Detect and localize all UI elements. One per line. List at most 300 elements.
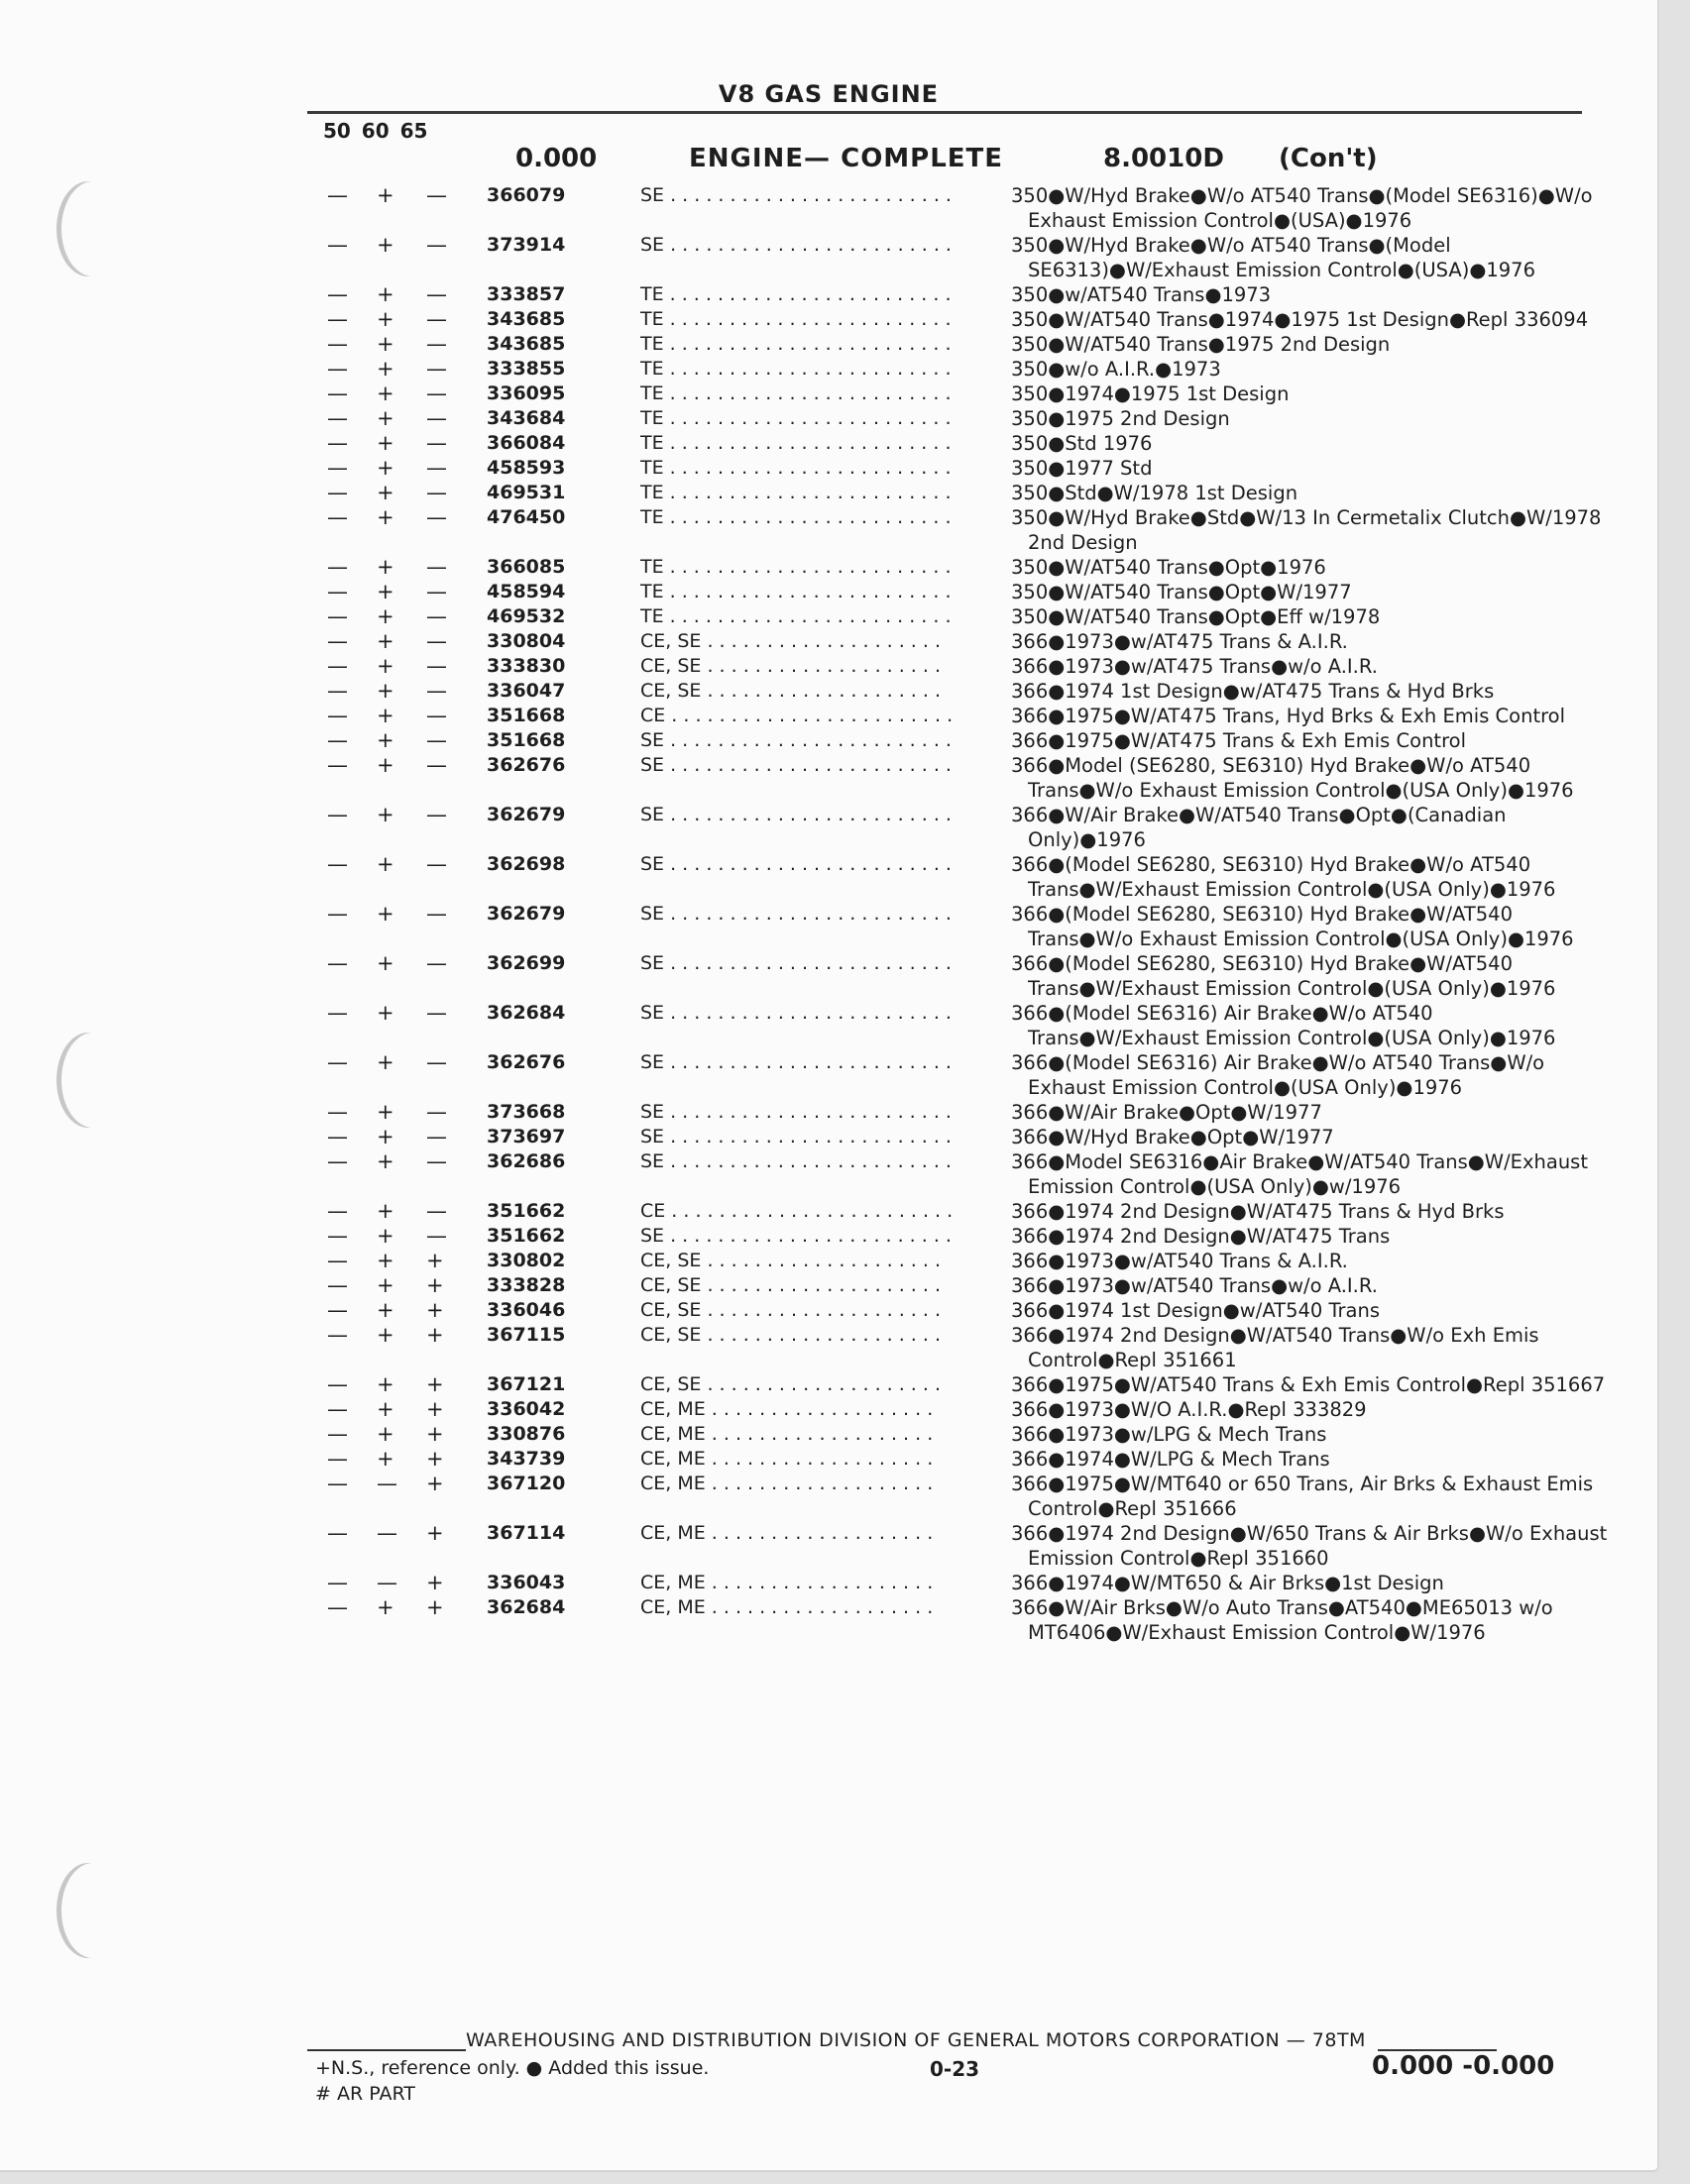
part-description: 366●1973●W/O A.I.R.●Repl 333829 (1011, 1398, 1367, 1421)
part-description: 350●W/AT540 Trans●Opt●Eff w/1978 (1011, 605, 1381, 628)
row-flag: + (377, 282, 394, 306)
table-row (0, 1397, 1657, 1422)
part-number: 367115 (487, 1324, 566, 1346)
part-description: 366●1973●w/AT475 Trans & A.I.R. (1011, 630, 1348, 653)
row-flag: + (377, 1100, 394, 1124)
part-number: 362684 (487, 1596, 566, 1618)
part-description: 366●1973●w/LPG & Mech Trans (1011, 1423, 1327, 1446)
row-flags (327, 233, 476, 258)
model-code: CE, ME . . . . . . . . . . . . . . . . . . . (640, 1522, 934, 1544)
row-flag: — (327, 382, 348, 405)
part-number: 336042 (487, 1398, 566, 1420)
row-flag: + (377, 382, 394, 405)
row-flag: — (327, 1273, 348, 1297)
row-flags (327, 1100, 476, 1125)
row-flag: — (327, 1571, 348, 1594)
part-description: 366●W/Air Brks●W/o Auto Trans●AT540●ME65013 w/o MT6406●W/Exhaust Emission Control●W/1976 (1011, 1596, 1553, 1644)
row-flag: — (426, 803, 447, 826)
row-flag: — (426, 580, 447, 603)
part-description: 366●1975●W/AT475 Trans, Hyd Brks & Exh Emis Control (1011, 705, 1566, 727)
row-flag: — (426, 233, 447, 257)
row-flag: + (377, 431, 394, 455)
part-number: 373697 (487, 1126, 566, 1147)
row-flags (327, 1273, 476, 1298)
footer-division-text: WAREHOUSING AND DISTRIBUTION DIVISION OF GENERAL MOTORS CORPORATION — 78TM (466, 2029, 1366, 2051)
table-row (0, 1001, 1657, 1050)
model-code: SE . . . . . . . . . . . . . . . . . . . . . . . . (640, 853, 952, 875)
row-flag: — (426, 481, 447, 504)
row-flag: + (377, 233, 394, 257)
part-description: 350●W/Hyd Brake●Std●W/13 In Cermetalix Clutch●W/1978 2nd Design (1011, 506, 1602, 554)
part-description: 350●1974●1975 1st Design (1011, 382, 1290, 405)
row-flag: + (377, 555, 394, 579)
row-flag: + (426, 1372, 444, 1396)
row-flags (327, 481, 476, 505)
part-description: 350●Std●W/1978 1st Design (1011, 482, 1298, 504)
row-flag: — (327, 1323, 348, 1347)
row-flags (327, 183, 476, 208)
row-flags (327, 307, 476, 332)
part-description: 366●(Model SE6280, SE6310) Hyd Brake●W/o AT540 Trans●W/Exhaust Emission Control●(USA Only)●1976 (1011, 853, 1556, 901)
page-range: 0.000 -0.000 (1372, 2051, 1555, 2081)
row-flags (327, 1571, 476, 1595)
row-flags (327, 505, 476, 530)
row-flag: — (327, 1149, 348, 1173)
row-flag: + (377, 1422, 394, 1446)
part-number: 351668 (487, 729, 566, 751)
row-flags (327, 1125, 476, 1149)
row-flag: + (377, 481, 394, 504)
model-code: TE . . . . . . . . . . . . . . . . . . . . . . . . (640, 308, 952, 330)
row-flag: + (377, 1372, 394, 1396)
table-row (0, 1447, 1657, 1472)
row-flag: + (377, 704, 394, 727)
row-flags (327, 406, 476, 431)
part-description: 366●1975●W/AT540 Trans & Exh Emis Control●Repl 351667 (1011, 1373, 1606, 1396)
row-flag: — (426, 1199, 447, 1223)
part-description: 366●Model (SE6280, SE6310) Hyd Brake●W/o AT540 Trans●W/o Exhaust Emission Control●(USA Only)●1976 (1011, 754, 1574, 802)
part-number: 343739 (487, 1448, 566, 1470)
part-number: 367114 (487, 1522, 566, 1544)
part-description: 366●W/Air Brake●Opt●W/1977 (1011, 1101, 1322, 1124)
row-flag: — (426, 951, 447, 975)
model-code: TE . . . . . . . . . . . . . . . . . . . . . . . . (640, 605, 952, 627)
part-description: 350●1977 Std (1011, 457, 1153, 480)
row-flag: + (377, 1224, 394, 1248)
footer-note: +N.S., reference only. ● Added this issue. (315, 2057, 710, 2079)
table-row (0, 183, 1657, 233)
row-flag: + (377, 654, 394, 678)
row-flag: + (377, 902, 394, 926)
section-title: ENGINE— COMPLETE (689, 144, 1004, 173)
row-flag: + (377, 753, 394, 777)
table-row (0, 1050, 1657, 1100)
row-flags (327, 357, 476, 382)
row-flags (327, 1422, 476, 1447)
row-flag: + (377, 679, 394, 703)
row-flag: — (327, 1447, 348, 1471)
row-flag: + (377, 357, 394, 381)
row-flag: + (426, 1447, 444, 1471)
part-number: 351662 (487, 1225, 566, 1247)
binder-hole-bottom (61, 1863, 125, 1958)
row-flag: — (327, 580, 348, 603)
row-flag: + (377, 852, 394, 876)
part-description: 366●1974 1st Design●w/AT475 Trans & Hyd Brks (1011, 680, 1495, 703)
section-code: 8.0010D (1103, 144, 1224, 173)
part-number: 373668 (487, 1101, 566, 1123)
model-code: SE . . . . . . . . . . . . . . . . . . . . . . . . (640, 952, 952, 974)
row-flag: + (377, 604, 394, 628)
part-description: 350●W/AT540 Trans●1974●1975 1st Design●Repl 336094 (1011, 308, 1589, 331)
part-description: 366●1973●w/AT540 Trans●w/o A.I.R. (1011, 1274, 1378, 1297)
model-code: SE . . . . . . . . . . . . . . . . . . . . . . . . (640, 1225, 952, 1247)
table-row (0, 951, 1657, 1001)
row-flag: + (377, 307, 394, 331)
part-number: 336043 (487, 1572, 566, 1593)
table-row (0, 604, 1657, 629)
part-number: 458593 (487, 457, 566, 479)
row-flag: — (426, 852, 447, 876)
row-flags (327, 580, 476, 604)
row-flag: — (426, 505, 447, 529)
row-flags (327, 332, 476, 357)
part-number: 362684 (487, 1002, 566, 1024)
row-flag: + (426, 1298, 444, 1322)
part-number: 362676 (487, 1051, 566, 1073)
part-number: 458594 (487, 581, 566, 602)
row-flags (327, 704, 476, 728)
row-flag: — (426, 728, 447, 752)
part-number: 362679 (487, 903, 566, 925)
row-flag: + (377, 183, 394, 207)
part-description: 350●W/Hyd Brake●W/o AT540 Trans●(Model SE6313)●W/Exhaust Emission Control●(USA)●1976 (1011, 234, 1535, 281)
model-code: TE . . . . . . . . . . . . . . . . . . . . . . . . (640, 358, 952, 380)
row-flag: — (426, 1100, 447, 1124)
part-description: 350●Std 1976 (1011, 432, 1153, 455)
model-code: CE, SE . . . . . . . . . . . . . . . . . . . . (640, 1324, 941, 1346)
model-code: CE, ME . . . . . . . . . . . . . . . . . . . (640, 1473, 934, 1494)
row-flag: + (377, 1199, 394, 1223)
part-number: 362676 (487, 754, 566, 776)
row-flag: — (327, 629, 348, 653)
row-flag: — (327, 406, 348, 430)
row-flag: — (426, 902, 447, 926)
row-flag: — (426, 431, 447, 455)
part-description: 366●1974●W/MT650 & Air Brks●1st Design (1011, 1572, 1444, 1594)
row-flag: — (327, 852, 348, 876)
part-number: 336047 (487, 680, 566, 702)
row-flag: + (426, 1422, 444, 1446)
row-flag: + (426, 1249, 444, 1272)
model-code: CE, ME . . . . . . . . . . . . . . . . . . . (640, 1398, 934, 1420)
table-row (0, 332, 1657, 357)
continued-label: (Con't) (1279, 144, 1378, 173)
row-flag: — (327, 1298, 348, 1322)
row-flag: — (426, 282, 447, 306)
row-flag: — (426, 1001, 447, 1025)
row-flags (327, 1372, 476, 1397)
row-flags (327, 382, 476, 406)
row-flags (327, 282, 476, 307)
row-flag: — (327, 1472, 348, 1495)
row-flag: + (377, 1050, 394, 1074)
part-description: 350●W/AT540 Trans●1975 2nd Design (1011, 333, 1391, 356)
table-row (0, 456, 1657, 481)
table-row (0, 1149, 1657, 1199)
model-code: CE . . . . . . . . . . . . . . . . . . . . . . . . (640, 705, 954, 726)
model-code: TE . . . . . . . . . . . . . . . . . . . . . . . . (640, 457, 952, 479)
row-flag: — (426, 704, 447, 727)
row-flag: + (377, 505, 394, 529)
part-number: 351668 (487, 705, 566, 726)
row-flag: + (426, 1323, 444, 1347)
part-description: 366●1974●W/LPG & Mech Trans (1011, 1448, 1330, 1471)
part-description: 350●w/AT540 Trans●1973 (1011, 283, 1272, 306)
row-flag: — (426, 357, 447, 381)
row-flags (327, 456, 476, 481)
part-number: 367121 (487, 1373, 566, 1395)
table-row (0, 233, 1657, 282)
footer-ar-part: # AR PART (315, 2083, 415, 2105)
row-flag: — (327, 1224, 348, 1248)
model-code: SE . . . . . . . . . . . . . . . . . . . . . . . . (640, 729, 952, 751)
part-number: 333857 (487, 283, 566, 305)
part-number: 362698 (487, 853, 566, 875)
table-row (0, 654, 1657, 679)
row-flag: — (327, 307, 348, 331)
model-code: TE . . . . . . . . . . . . . . . . . . . . . . . . (640, 432, 952, 454)
row-flag: — (327, 728, 348, 752)
row-flag: — (327, 183, 348, 207)
footer-rule-left (307, 2039, 466, 2051)
row-flag: + (377, 456, 394, 480)
part-number: 476450 (487, 506, 566, 528)
part-description: 366●(Model SE6280, SE6310) Hyd Brake●W/AT540 Trans●W/Exhaust Emission Control●(USA Only)●1976 (1011, 952, 1556, 1000)
table-row (0, 307, 1657, 332)
row-flags (327, 629, 476, 654)
row-flag: — (327, 357, 348, 381)
page-number: 0-23 (930, 2057, 980, 2081)
page-title: V8 GAS ENGINE (718, 80, 940, 108)
table-row (0, 555, 1657, 580)
table-row (0, 1273, 1657, 1298)
model-code: SE . . . . . . . . . . . . . . . . . . . . . . . . (640, 1002, 952, 1024)
row-flags (327, 1521, 476, 1546)
row-flags (327, 1224, 476, 1249)
row-flag: — (327, 679, 348, 703)
row-flag: — (327, 481, 348, 504)
row-flag: + (377, 580, 394, 603)
row-flag: + (377, 1397, 394, 1421)
row-flag: — (327, 803, 348, 826)
row-flags (327, 555, 476, 580)
table-row (0, 728, 1657, 753)
row-flags (327, 1447, 476, 1472)
row-flag: — (426, 307, 447, 331)
model-code: SE . . . . . . . . . . . . . . . . . . . . . . . . (640, 1051, 952, 1073)
row-flag: — (327, 1199, 348, 1223)
row-flag: — (377, 1571, 397, 1594)
row-flags (327, 1001, 476, 1026)
row-flags (327, 951, 476, 976)
part-number: 469532 (487, 605, 566, 627)
part-description: 366●1974 2nd Design●W/AT475 Trans & Hyd Brks (1011, 1200, 1505, 1223)
model-code: CE, ME . . . . . . . . . . . . . . . . . . . (640, 1423, 934, 1445)
part-number: 333830 (487, 655, 566, 677)
part-description: 366●W/Air Brake●W/AT540 Trans●Opt●(Canadian Only)●1976 (1011, 804, 1507, 851)
row-flag: — (377, 1472, 397, 1495)
row-flag: + (377, 1298, 394, 1322)
row-flag: — (327, 753, 348, 777)
part-description: 350●W/AT540 Trans●Opt●W/1977 (1011, 581, 1352, 603)
model-code: TE . . . . . . . . . . . . . . . . . . . . . . . . (640, 283, 952, 305)
row-flag: + (377, 1273, 394, 1297)
table-row (0, 505, 1657, 555)
row-flags (327, 1199, 476, 1224)
model-code: CE, SE . . . . . . . . . . . . . . . . . . . . (640, 655, 941, 677)
part-description: 366●1973●w/AT540 Trans & A.I.R. (1011, 1250, 1348, 1272)
row-flag: — (426, 679, 447, 703)
model-code: SE . . . . . . . . . . . . . . . . . . . . . . . . (640, 754, 952, 776)
row-flag: — (327, 1422, 348, 1446)
part-description: 366●1974 2nd Design●W/650 Trans & Air Brks●W/o Exhaust Emission Control●Repl 351660 (1011, 1522, 1608, 1570)
row-flags (327, 1050, 476, 1075)
part-number: 330804 (487, 630, 566, 652)
parts-list (0, 183, 1657, 1645)
part-description: 366●W/Hyd Brake●Opt●W/1977 (1011, 1126, 1334, 1148)
row-flag: + (377, 1125, 394, 1148)
table-row (0, 1199, 1657, 1224)
part-number: 343685 (487, 333, 566, 355)
table-row (0, 1595, 1657, 1645)
row-flag: — (327, 1100, 348, 1124)
row-flag: — (327, 951, 348, 975)
part-number: 333855 (487, 358, 566, 380)
row-flags (327, 1397, 476, 1422)
table-row (0, 481, 1657, 505)
row-flag: — (327, 1397, 348, 1421)
row-flag: + (377, 1001, 394, 1025)
model-code: TE . . . . . . . . . . . . . . . . . . . . . . . . (640, 506, 952, 528)
model-code: TE . . . . . . . . . . . . . . . . . . . . . . . . (640, 333, 952, 355)
table-row (0, 852, 1657, 902)
section-number: 0.000 (515, 144, 598, 173)
row-flag: — (327, 555, 348, 579)
part-description: 350●W/Hyd Brake●W/o AT540 Trans●(Model SE6316)●W/o Exhaust Emission Control●(USA)●1976 (1011, 184, 1593, 232)
row-flag: — (426, 332, 447, 356)
part-description: 366●(Model SE6280, SE6310) Hyd Brake●W/AT540 Trans●W/o Exhaust Emission Control●(USA Only)●1976 (1011, 903, 1574, 950)
row-flag: — (426, 629, 447, 653)
row-flag: + (377, 1249, 394, 1272)
part-number: 333828 (487, 1274, 566, 1296)
row-flag: + (377, 629, 394, 653)
part-number: 336095 (487, 382, 566, 404)
row-flag: — (426, 1149, 447, 1173)
row-flag: — (426, 456, 447, 480)
row-flag: — (327, 431, 348, 455)
table-row (0, 704, 1657, 728)
row-flag: — (426, 1125, 447, 1148)
part-description: 366●1975●W/AT475 Trans & Exh Emis Control (1011, 729, 1467, 752)
part-description: 366●1975●W/MT640 or 650 Trans, Air Brks & Exhaust Emis Control●Repl 351666 (1011, 1473, 1594, 1520)
row-flag: — (327, 1595, 348, 1619)
part-description: 366●(Model SE6316) Air Brake●W/o AT540 Trans●W/Exhaust Emission Control●(USA Only)●1976 (1011, 1002, 1556, 1049)
part-number: 330876 (487, 1423, 566, 1445)
model-code: CE, SE . . . . . . . . . . . . . . . . . . . . (640, 1250, 941, 1271)
part-description: 366●Model SE6316●Air Brake●W/AT540 Trans●W/Exhaust Emission Control●(USA Only)●w/1976 (1011, 1150, 1588, 1198)
part-description: 366●1974 2nd Design●W/AT475 Trans (1011, 1225, 1391, 1248)
row-flags (327, 753, 476, 778)
row-flag: — (426, 1050, 447, 1074)
part-number: 330802 (487, 1250, 566, 1271)
row-flags (327, 654, 476, 679)
row-flag: — (426, 1224, 447, 1248)
row-flags (327, 431, 476, 456)
row-flag: + (377, 406, 394, 430)
part-number: 469531 (487, 482, 566, 503)
table-row (0, 1521, 1657, 1571)
row-flag: + (377, 332, 394, 356)
part-number: 366084 (487, 432, 566, 454)
table-row (0, 1100, 1657, 1125)
model-code: SE . . . . . . . . . . . . . . . . . . . . . . . . (640, 184, 952, 206)
row-flags (327, 803, 476, 827)
row-flags (327, 1595, 476, 1620)
part-description: 350●W/AT540 Trans●Opt●1976 (1011, 556, 1326, 579)
row-flags (327, 728, 476, 753)
model-code: TE . . . . . . . . . . . . . . . . . . . . . . . . (640, 581, 952, 602)
part-number: 351662 (487, 1200, 566, 1222)
row-flag: — (426, 604, 447, 628)
row-flag: + (377, 803, 394, 826)
table-row (0, 803, 1657, 852)
part-number: 367120 (487, 1473, 566, 1494)
row-flag: — (327, 654, 348, 678)
row-flag: — (327, 704, 348, 727)
row-flags (327, 1298, 476, 1323)
row-flag: + (426, 1273, 444, 1297)
model-code: SE . . . . . . . . . . . . . . . . . . . . . . . . (640, 1150, 952, 1172)
table-row (0, 382, 1657, 406)
table-row (0, 1224, 1657, 1249)
table-row (0, 282, 1657, 307)
row-flag: — (426, 183, 447, 207)
part-description: 350●w/o A.I.R.●1973 (1011, 358, 1221, 381)
row-flag: + (426, 1595, 444, 1619)
model-code: SE . . . . . . . . . . . . . . . . . . . . . . . . (640, 903, 952, 925)
row-flag: — (377, 1521, 397, 1545)
model-code: CE, ME . . . . . . . . . . . . . . . . . . . (640, 1572, 934, 1593)
row-flags (327, 902, 476, 927)
part-number: 373914 (487, 234, 566, 256)
row-flag: — (327, 1125, 348, 1148)
row-flag: + (377, 1595, 394, 1619)
model-code: CE . . . . . . . . . . . . . . . . . . . . . . . . (640, 1200, 954, 1222)
table-row (0, 902, 1657, 951)
model-code: CE, SE . . . . . . . . . . . . . . . . . . . . (640, 1299, 941, 1321)
row-flag: — (426, 654, 447, 678)
row-flag: — (426, 382, 447, 405)
row-flags (327, 1149, 476, 1174)
part-description: 366●1973●w/AT475 Trans●w/o A.I.R. (1011, 655, 1378, 678)
part-number: 343685 (487, 308, 566, 330)
part-number: 362686 (487, 1150, 566, 1172)
part-description: 366●1974 2nd Design●W/AT540 Trans●W/o Exh Emis Control●Repl 351661 (1011, 1324, 1539, 1371)
footer-rule-right (1378, 2039, 1497, 2051)
model-code: CE, SE . . . . . . . . . . . . . . . . . . . . (640, 1274, 941, 1296)
model-code: CE, SE . . . . . . . . . . . . . . . . . . . . (640, 1373, 941, 1395)
